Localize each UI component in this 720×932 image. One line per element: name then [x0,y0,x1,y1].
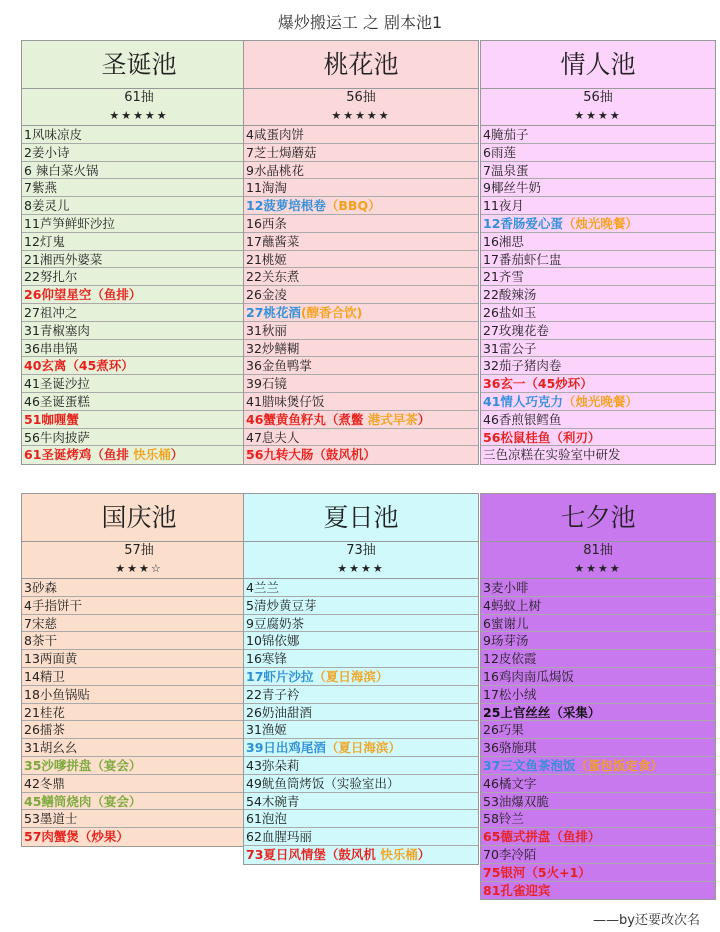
list-item [22,393,256,411]
item-text: 57肉蟹煲（炒果） [24,829,129,845]
item-text: 6 辣白菜火锅 [24,162,99,178]
list-item [244,251,478,269]
list-item [244,721,478,739]
list-item [481,144,715,162]
item-text: 75银河（5火+1） [483,864,591,880]
item-text: 9椰丝牛奶 [483,180,541,196]
item-tag: （BBQ） [325,198,381,214]
item-text: 70李冷陌 [483,846,537,862]
list-item [22,793,256,811]
list-item [22,721,256,739]
list-item [244,846,478,864]
item-text: 16西条 [246,215,287,231]
list-item [481,775,715,793]
item-tag: （烛光晚餐） [562,393,638,409]
pool-peach-blossom [243,40,479,465]
item-text: 32茄子猪肉卷 [483,358,562,374]
item-text: 1风味凉皮 [24,127,82,142]
item-text: 36玄一（45炒环） [483,376,593,392]
pool-title: 桃花池 [244,41,478,89]
list-item [481,162,715,180]
item-text: 8姜灵儿 [24,198,70,214]
list-item [481,304,715,322]
pool-valentine [480,40,716,465]
list-item [244,162,478,180]
pool-summer [243,493,479,865]
item-text: 73夏日风情堡（鼓风机 [246,846,376,862]
list-item [481,650,715,668]
list-item [481,322,715,340]
list-item [481,268,715,286]
list-item [244,126,478,144]
pool-christmas [21,40,257,465]
item-tag: （夏日海滨） [325,740,401,756]
item-text: 41圣诞沙拉 [24,376,90,392]
list-item [481,686,715,704]
list-item [244,197,478,215]
list-item [481,286,715,304]
item-text: 31雷公子 [483,340,537,356]
item-text: 41腊味煲仔饭 [246,393,325,409]
item-text: 16鸡肉南瓜焗饭 [483,668,574,684]
item-tag: （夏日海滨） [313,668,389,684]
item-text: 36骆施琪 [483,740,537,756]
list-item [481,882,715,900]
item-text: 14精卫 [24,668,65,684]
list-item [22,650,256,668]
list-item [481,793,715,811]
list-item [481,340,715,358]
item-text: 47息夫人 [246,429,300,445]
list-item [244,411,478,429]
item-text: 17番茄虾仁盅 [483,251,562,267]
pool-title: 七夕池 [481,494,715,542]
item-text: 36金鱼鸭掌 [246,358,312,374]
item-tag: (醇香合饮) [300,304,363,320]
item-text: 46圣诞蛋糕 [24,393,90,409]
item-text: 17蘸酱菜 [246,233,300,249]
pool-pull-count: 56抽 [346,90,376,105]
pool-item-list [481,126,715,464]
item-text: 27桃花酒 [246,304,301,320]
list-item [481,846,715,864]
item-text: 46蟹黄鱼籽丸（煮鳖 [246,411,364,427]
list-item [481,579,715,597]
pool-star-rating: ★★★★ [244,560,478,579]
list-item [481,179,715,197]
list-item [22,615,256,633]
item-text: 51咖喱蟹 [24,411,79,427]
item-text: 7芝士焗蘑菇 [246,144,317,160]
item-text: 31渔姬 [246,722,287,738]
item-text: 49鱿鱼筒烤饭（实验室出） [246,775,400,791]
list-item [22,579,256,597]
pool-star-rating: ★★★★ [481,107,715,126]
item-text: 22关东煮 [246,269,300,285]
item-text: 7温泉蛋 [483,162,529,178]
list-item [22,179,256,197]
item-text: 65德式拼盘（鱼排） [483,829,601,845]
item-text: 36串串锅 [24,340,78,356]
item-text: 21湘西外婆菜 [24,251,103,267]
item-text: 26金凌 [246,287,287,303]
item-text: 46香煎银鳕鱼 [483,411,562,427]
list-item [22,632,256,650]
item-close-paren: ） [170,447,184,463]
item-text: 53墨道士 [24,811,78,827]
list-item [481,597,715,615]
item-text: 22酸辣汤 [483,287,537,303]
list-item [22,739,256,757]
list-item [481,197,715,215]
item-text: 35沙嗲拼盘（宴会） [24,757,142,773]
list-item [481,721,715,739]
item-text: 4咸蛋肉饼 [246,127,304,142]
list-item [244,215,478,233]
item-tag: （蛋包饭定食） [575,757,663,773]
list-item [481,828,715,846]
item-tag: 快乐桶 [128,447,171,463]
item-text: 31秋丽 [246,322,287,338]
item-text: 62血腥玛丽 [246,829,312,845]
pool-item-list [22,126,256,464]
page-title: 爆炒搬运工 之 剧本池1 [277,13,443,32]
pool-title: 夏日池 [244,494,478,542]
item-text: 61圣诞烤鸡（鱼排 [24,447,129,463]
item-text: 31青椒塞肉 [24,322,90,338]
item-text: 12皮依霞 [483,651,537,667]
item-text: 13两面黄 [24,651,78,667]
list-item [22,322,256,340]
pool-item-list [22,579,256,846]
item-text: 42冬鼎 [24,775,65,791]
list-item [22,304,256,322]
list-item [22,597,256,615]
pool-item-list [244,126,478,464]
pool-title: 圣诞池 [22,41,256,89]
pool-qixi [480,493,716,900]
item-text: 61泡泡 [246,811,287,827]
item-text: 6蜜谢儿 [483,615,529,631]
list-item [22,757,256,775]
list-item [244,810,478,828]
list-item [244,775,478,793]
list-item [244,340,478,358]
list-item [481,864,715,882]
list-item [244,828,478,846]
pool-pull-count: 57抽 [124,543,154,558]
list-item [481,668,715,686]
item-text: 21桃姬 [246,251,287,267]
list-item [244,579,478,597]
author-credit: ——by还要改次名 [593,913,700,928]
list-item [481,704,715,722]
list-item [22,357,256,375]
item-text: 39日出鸡尾酒 [246,740,326,756]
list-item [481,632,715,650]
item-tag: 港式早茶 [363,411,418,427]
list-item [244,322,478,340]
list-item [22,215,256,233]
item-text: 16湘思 [483,233,524,249]
list-item [22,286,256,304]
item-text: 37三文鱼茶泡饭 [483,757,576,773]
list-item [22,126,256,144]
list-item [481,615,715,633]
list-item [22,144,256,162]
item-text: 12菠萝培根卷 [246,198,326,214]
list-item [244,233,478,251]
item-text: 3麦小啡 [483,580,529,595]
list-item [244,704,478,722]
pool-star-rating: ★★★★ [481,560,715,579]
item-text: 11淘淘 [246,180,287,196]
item-text: 9玚芽汤 [483,633,529,649]
pool-star-rating: ★★★☆ [22,560,256,579]
item-text: 46橘文字 [483,775,537,791]
item-text: 三色凉糕在实验室中研发 [483,447,621,463]
item-text: 21桂花 [24,704,65,720]
item-text: 43弥朵莉 [246,757,300,773]
list-item [244,650,478,668]
item-text: 4蚂蚁上树 [483,597,541,613]
list-item [22,162,256,180]
item-text: 26盐如玉 [483,304,537,320]
list-item [22,429,256,447]
pool-pull-count: 56抽 [583,90,613,105]
item-text: 2姜小诗 [24,144,70,160]
item-text: 26奶油甜酒 [246,704,312,720]
item-text: 7宋慈 [24,615,57,631]
item-text: 6雨莲 [483,144,516,160]
item-text: 53油爆双脆 [483,793,549,809]
list-item [481,215,715,233]
item-text: 27祖冲之 [24,304,78,320]
item-text: 27玫瑰花卷 [483,322,549,338]
list-item [244,668,478,686]
list-item [481,375,715,393]
item-text: 16寒锋 [246,651,287,667]
list-item [244,304,478,322]
list-item [22,704,256,722]
pool-title: 情人池 [481,41,715,89]
list-item [481,411,715,429]
item-text: 5清炒黄豆芽 [246,597,317,613]
item-text: 54木碗青 [246,793,300,809]
list-item [22,251,256,269]
list-item [481,126,715,144]
item-close-paren: ） [417,846,431,862]
item-text: 11芦笋鲜虾沙拉 [24,215,115,231]
item-text: 40玄离（45煮环） [24,358,134,374]
list-item [244,268,478,286]
list-item [244,739,478,757]
list-item [22,668,256,686]
list-item [481,757,715,775]
item-text: 56九转大肠（鼓风机） [246,447,376,463]
item-text: 10锦依娜 [246,633,300,649]
list-item [244,357,478,375]
list-item [22,268,256,286]
list-item [481,357,715,375]
item-text: 8茶干 [24,633,57,649]
item-text: 58铃兰 [483,811,524,827]
list-item [244,179,478,197]
list-item [481,233,715,251]
item-text: 41情人巧克力 [483,393,563,409]
list-item [22,810,256,828]
item-text: 45鳝筒烧肉（宴会） [24,793,142,809]
item-text: 12香肠爱心蛋 [483,215,563,231]
list-item [22,197,256,215]
item-close-paren: ） [417,411,431,427]
item-text: 22努扎尔 [24,269,78,285]
item-text: 4腌茄子 [483,127,529,142]
list-item [244,793,478,811]
pool-star-rating: ★★★★★ [22,107,256,126]
list-item [22,446,256,464]
item-text: 56松鼠桂鱼（利刃） [483,429,601,445]
item-text: 22青子衿 [246,686,300,702]
list-item [244,286,478,304]
item-text: 26巧果 [483,722,524,738]
list-item [22,828,256,846]
pool-pull-count: 61抽 [124,90,154,105]
item-text: 56牛肉披萨 [24,429,90,445]
item-text: 26仰望星空（鱼排） [24,287,142,303]
item-text: 81孔雀迎宾 [483,882,551,898]
item-text: 17松小绒 [483,686,537,702]
pool-item-list [481,579,715,899]
pool-star-rating: ★★★★★ [244,107,478,126]
list-item [481,810,715,828]
item-text: 18小鱼锅贴 [24,686,90,702]
list-item [22,411,256,429]
list-item [481,251,715,269]
list-item [244,375,478,393]
list-item [244,393,478,411]
list-item [481,446,715,464]
list-item [481,393,715,411]
item-text: 7紫燕 [24,180,57,196]
item-text: 4兰兰 [246,580,279,595]
list-item [244,597,478,615]
list-item [244,144,478,162]
list-item [244,429,478,447]
item-tag: （烛光晚餐） [562,215,638,231]
list-item [244,686,478,704]
pool-title: 国庆池 [22,494,256,542]
item-text: 21齐雪 [483,269,524,285]
item-tag: 快乐桶 [375,846,418,862]
item-text: 17虾片沙拉 [246,668,314,684]
list-item [481,739,715,757]
item-text: 9水晶桃花 [246,162,304,178]
pool-pull-count: 73抽 [346,543,376,558]
list-item [244,757,478,775]
item-text: 25上官丝丝（采集） [483,704,601,720]
list-item [22,775,256,793]
item-text: 11夜月 [483,198,524,214]
list-item [244,615,478,633]
item-text: 26擂茶 [24,722,65,738]
item-text: 9豆腐奶茶 [246,615,304,631]
item-text: 32炒鳝糊 [246,340,300,356]
list-item [244,632,478,650]
pool-pull-count: 81抽 [583,543,613,558]
item-text: 31胡幺幺 [24,740,78,756]
list-item [22,375,256,393]
list-item [22,686,256,704]
item-text: 12灯鬼 [24,233,65,249]
list-item [244,446,478,464]
item-text: 39石镜 [246,376,287,392]
pool-item-list [244,579,478,864]
pool-national-day [21,493,257,847]
list-item [22,233,256,251]
item-text: 4手指饼干 [24,597,82,613]
list-item [481,429,715,447]
list-item [22,340,256,358]
item-text: 3砂森 [24,580,57,595]
